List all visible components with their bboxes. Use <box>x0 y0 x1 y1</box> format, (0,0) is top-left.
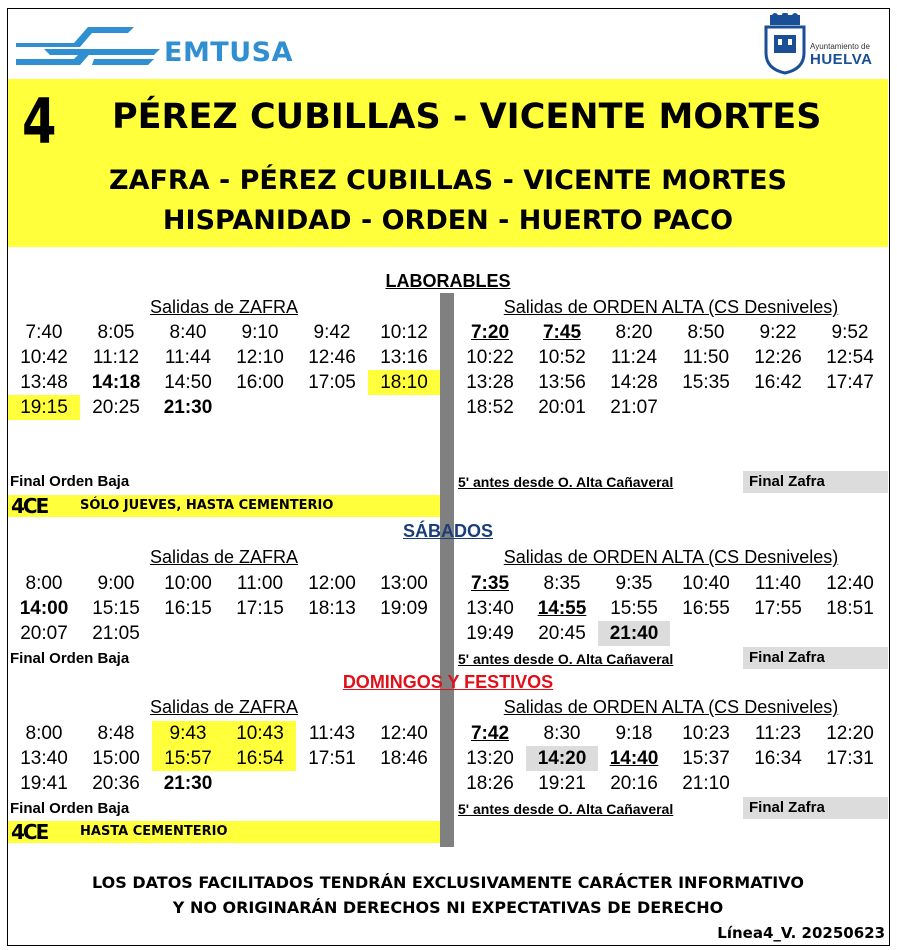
departure-time: 11:12 <box>92 347 140 368</box>
section-title-laborables: LABORABLES <box>385 271 511 291</box>
departure-time: 17:51 <box>308 748 356 769</box>
line-name: PÉREZ CUBILLAS - VICENTE MORTES <box>112 97 822 137</box>
logo-text: EMTUSA <box>164 37 293 68</box>
departure-time: 13:00 <box>380 573 428 594</box>
departure-time: 18:26 <box>466 773 514 794</box>
departure-time: 13:16 <box>380 347 428 368</box>
departure-time: 18:46 <box>380 748 428 769</box>
section-title-sabados: SÁBADOS <box>402 521 493 541</box>
departure-time: 16:55 <box>682 598 730 619</box>
line-number: 4 <box>22 85 57 158</box>
departure-time: 12:40 <box>380 723 428 744</box>
departure-time: 15:00 <box>92 748 140 769</box>
departure-time: 19:15 <box>8 395 80 420</box>
departure-time: 10:52 <box>538 347 586 368</box>
departure-time: 21:30 <box>163 773 213 794</box>
departure-time: 8:35 <box>543 573 581 594</box>
departure-time: 15:35 <box>682 372 730 393</box>
departure-time: 16:00 <box>236 372 284 393</box>
departure-time: 19:49 <box>466 623 514 644</box>
departure-time: 10:43 <box>224 721 296 746</box>
departure-time: 12:26 <box>754 347 802 368</box>
departure-time: 17:55 <box>754 598 802 619</box>
departure-time: 12:46 <box>308 347 356 368</box>
sabados-final-right: Final Zafra <box>743 647 888 669</box>
ce-code: 4CE <box>11 820 48 844</box>
departure-time: 9:22 <box>759 322 797 343</box>
departure-time: 16:42 <box>754 372 802 393</box>
departure-time: 14:55 <box>537 598 587 619</box>
laborables-final-left: Final Orden Baja <box>10 473 130 490</box>
departure-time: 9:00 <box>97 573 135 594</box>
route-banner <box>8 79 888 247</box>
emtusa-logo <box>14 17 359 77</box>
ayuntamiento-city: HUELVA <box>810 51 873 68</box>
departure-time: 8:50 <box>687 322 725 343</box>
departure-time: 11:43 <box>308 723 356 744</box>
departure-time: 11:24 <box>610 347 658 368</box>
departure-time: 18:13 <box>308 598 356 619</box>
route-stops-1: ZAFRA - PÉREZ CUBILLAS - VICENTE MORTES <box>109 165 787 196</box>
laborables-note-right: 5' antes desde O. Alta Cañaveral <box>458 474 674 490</box>
departure-time: 21:40 <box>598 621 670 646</box>
departure-time: 10:40 <box>682 573 730 594</box>
laborables-right-title: Salidas de ORDEN ALTA (CS Desniveles) <box>503 297 839 317</box>
departure-time: 9:18 <box>615 723 653 744</box>
timetable-sheet <box>7 8 890 946</box>
departure-time: 11:23 <box>754 723 802 744</box>
departure-time: 15:37 <box>682 748 730 769</box>
disclaimer-line-1: LOS DATOS FACILITADOS TENDRÁN EXCLUSIVAMENTE CARÁCTER INFORMATIVO <box>92 873 804 892</box>
departure-time: 7:20 <box>470 322 510 343</box>
departure-time: 9:42 <box>313 322 351 343</box>
departure-time: 16:15 <box>164 598 212 619</box>
sabados-left-grid <box>8 571 440 646</box>
departure-time: 12:10 <box>236 347 284 368</box>
departure-time: 17:05 <box>308 372 356 393</box>
departure-time: 19:21 <box>538 773 586 794</box>
departure-time: 13:40 <box>20 748 68 769</box>
departure-time: 9:10 <box>241 322 279 343</box>
coat-of-arms-icon <box>760 13 810 75</box>
laborables-ce-bar <box>8 495 440 517</box>
departure-time: 9:35 <box>615 573 653 594</box>
departure-time: 12:00 <box>308 573 356 594</box>
departure-time: 21:10 <box>682 773 730 794</box>
departure-time: 11:44 <box>164 347 212 368</box>
laborables-right-grid <box>454 320 888 420</box>
departure-time: 18:51 <box>826 598 874 619</box>
domingos-final-right: Final Zafra <box>743 797 888 819</box>
departure-time: 7:42 <box>470 723 510 744</box>
departure-time: 14:28 <box>610 372 658 393</box>
departure-time: 20:36 <box>92 773 140 794</box>
departure-time: 11:40 <box>754 573 802 594</box>
departure-time: 8:40 <box>169 322 207 343</box>
departure-time: 9:43 <box>152 721 224 746</box>
version-label: Línea4_V. 20250623 <box>717 924 885 942</box>
departure-time: 19:09 <box>380 598 428 619</box>
departure-time: 10:12 <box>380 322 428 343</box>
route-stops-2: HISPANIDAD - ORDEN - HUERTO PACO <box>162 205 734 236</box>
departure-time: 21:07 <box>610 397 658 418</box>
domingos-left-grid <box>8 721 440 796</box>
departure-time: 12:20 <box>826 723 874 744</box>
sabados-final-left: Final Orden Baja <box>10 650 130 667</box>
departure-time: 13:56 <box>538 372 586 393</box>
departure-time: 10:22 <box>466 347 514 368</box>
departure-time: 17:15 <box>236 598 284 619</box>
departure-time: 10:23 <box>682 723 730 744</box>
ce-code: 4CE <box>11 494 48 518</box>
departure-time: 10:42 <box>20 347 68 368</box>
domingos-ce-bar <box>8 821 440 843</box>
laborables-left-title: Salidas de ZAFRA <box>149 297 299 317</box>
departure-time: 21:05 <box>92 623 140 644</box>
departure-time: 8:00 <box>25 723 63 744</box>
departure-time: 18:10 <box>368 370 440 395</box>
column-divider <box>440 293 454 847</box>
sabados-note-right: 5' antes desde O. Alta Cañaveral <box>458 651 674 667</box>
departure-time: 8:00 <box>25 573 63 594</box>
departure-time: 14:40 <box>609 748 659 769</box>
departure-time: 20:45 <box>538 623 586 644</box>
departure-time: 11:00 <box>236 573 284 594</box>
departure-time: 15:57 <box>152 746 224 771</box>
sabados-right-title: Salidas de ORDEN ALTA (CS Desniveles) <box>503 547 839 567</box>
ayuntamiento-label: Ayuntamiento de <box>810 42 870 51</box>
ce-text: SÓLO JUEVES, HASTA CEMENTERIO <box>80 498 334 513</box>
departure-time: 7:40 <box>25 322 63 343</box>
departure-time: 15:55 <box>610 598 658 619</box>
departure-time: 20:01 <box>538 397 586 418</box>
departure-time: 20:07 <box>20 623 68 644</box>
departure-time: 14:20 <box>526 746 598 771</box>
departure-time: 17:31 <box>826 748 874 769</box>
departure-time: 21:30 <box>163 397 213 418</box>
departure-time: 7:35 <box>470 573 510 594</box>
departure-time: 13:28 <box>466 372 514 393</box>
departure-time: 16:34 <box>754 748 802 769</box>
departure-time: 8:20 <box>615 322 653 343</box>
departure-time: 12:54 <box>826 347 874 368</box>
disclaimer-line-2: Y NO ORIGINARÁN DERECHOS NI EXPECTATIVAS DE DERECHO <box>172 898 724 917</box>
ce-text: HASTA CEMENTERIO <box>80 824 228 839</box>
bus-arrows-icon <box>14 19 162 73</box>
departure-time: 8:05 <box>97 322 135 343</box>
departure-time: 14:50 <box>164 372 212 393</box>
departure-time: 11:50 <box>682 347 730 368</box>
departure-time: 8:30 <box>543 723 581 744</box>
departure-time: 14:18 <box>91 372 141 393</box>
domingos-final-left: Final Orden Baja <box>10 800 130 817</box>
departure-time: 10:00 <box>164 573 212 594</box>
sabados-right-grid <box>454 571 888 646</box>
departure-time: 13:40 <box>466 598 514 619</box>
departure-time: 20:16 <box>610 773 658 794</box>
laborables-final-right: Final Zafra <box>743 471 888 493</box>
domingos-right-grid <box>454 721 888 796</box>
departure-time: 12:40 <box>826 573 874 594</box>
departure-time: 14:00 <box>19 598 69 619</box>
departure-time: 15:15 <box>92 598 140 619</box>
laborables-left-grid <box>8 320 440 420</box>
departure-time: 19:41 <box>20 773 68 794</box>
domingos-note-right: 5' antes desde O. Alta Cañaveral <box>458 801 674 817</box>
domingos-right-title: Salidas de ORDEN ALTA (CS Desniveles) <box>503 697 839 717</box>
departure-time: 17:47 <box>826 372 874 393</box>
departure-time: 20:25 <box>92 397 140 418</box>
sabados-left-title: Salidas de ZAFRA <box>149 547 299 567</box>
departure-time: 13:48 <box>20 372 68 393</box>
departure-time: 7:45 <box>542 322 582 343</box>
departure-time: 18:52 <box>466 397 514 418</box>
departure-time: 13:20 <box>466 748 514 769</box>
departure-time: 16:54 <box>224 746 296 771</box>
domingos-left-title: Salidas de ZAFRA <box>149 697 299 717</box>
departure-time: 9:52 <box>831 322 869 343</box>
section-title-domingos: DOMINGOS Y FESTIVOS <box>342 672 554 692</box>
departure-time: 8:48 <box>97 723 135 744</box>
